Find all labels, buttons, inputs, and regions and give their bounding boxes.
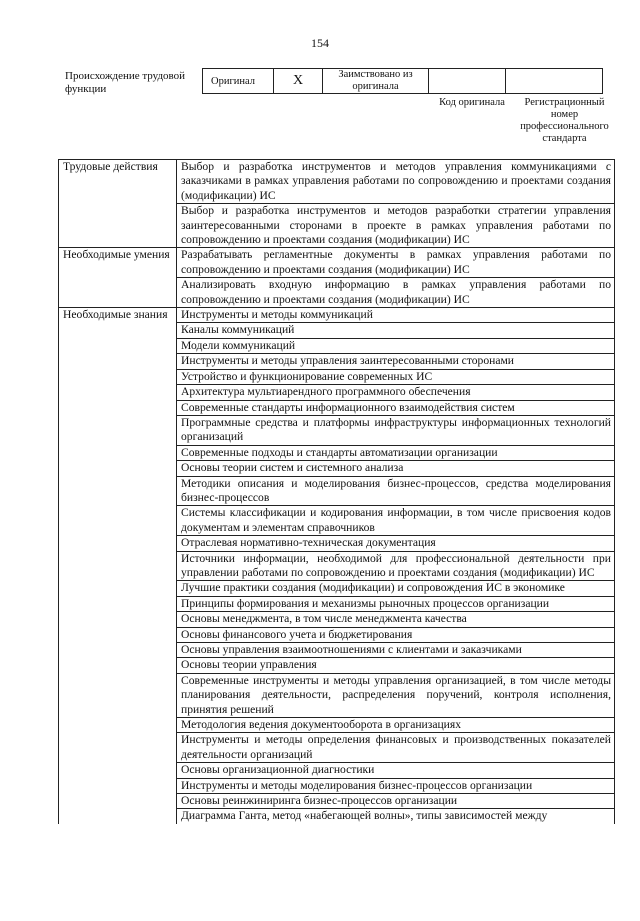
section-item: Каналы коммуникаций: [177, 323, 615, 338]
origin-original-cell: Оригинал: [203, 69, 274, 94]
origin-borrowed-cell: Заимствовано из оригинала: [323, 69, 429, 94]
section-label-knowledge: Необходимые знания: [59, 308, 177, 824]
section-item: Разрабатывать регламентные документы в рамках управления работами по сопровождению и проектами создания (модификации) ИС: [177, 248, 615, 278]
section-item: Основы финансового учета и бюджетирования: [177, 627, 615, 642]
section-item: Основы управления взаимоотношениями с клиентами и заказчиками: [177, 643, 615, 658]
table-row: [59, 308, 615, 323]
origin-code-cell: [429, 69, 506, 94]
section-item: Основы организационной диагностики: [177, 763, 615, 778]
section-item: Диаграмма Ганта, метод «набегающей волны», типы зависимостей между: [177, 809, 615, 824]
origin-table: [202, 68, 603, 94]
origin-label: Происхождение трудовой функции: [65, 70, 186, 95]
section-item: Методология ведения документооборота в организациях: [177, 718, 615, 733]
section-item: Инструменты и методы коммуникаций: [177, 308, 615, 323]
section-item: Устройство и функционирование современных ИС: [177, 369, 615, 384]
section-item: Основы теории управления: [177, 658, 615, 673]
section-item: Принципы формирования и механизмы рыночных процессов организации: [177, 596, 615, 611]
section-label-actions: Трудовые действия: [59, 160, 177, 248]
labor-function-table: [58, 159, 615, 824]
section-item: Методики описания и моделирования бизнес-процессов, средства моделирования бизнес-процессов: [177, 476, 615, 506]
section-item: Инструменты и методы моделирования бизнес-процессов организации: [177, 778, 615, 793]
section-item: Лучшие практики создания (модификации) и сопровождения ИС в экономике: [177, 581, 615, 596]
origin-reg-cell: [506, 69, 603, 94]
section-item: Модели коммуникаций: [177, 338, 615, 353]
section-item: Основы реинжиниринга бизнес-процессов организации: [177, 794, 615, 809]
section-item: Анализировать входную информацию в рамках управления работами по сопровождению и проектами создания (модификации) ИС: [177, 278, 615, 308]
section-item: Программные средства и платформы инфраструктуры информационных технологий организаций: [177, 415, 615, 445]
table-row: [59, 160, 615, 204]
section-item: Выбор и разработка инструментов и методов управления коммуникациями с заказчиками в рамках управления работами по сопровождению и проектами создания (модификации) ИС: [177, 160, 615, 204]
section-item: Отраслевая нормативно-техническая документация: [177, 536, 615, 551]
section-item: Выбор и разработка инструментов и методов разработки стратегии управления заинтересованными сторонами в проекте в рамках управления работами по сопровождению и проектами создания (модификации) ИС: [177, 204, 615, 248]
section-item: Инструменты и методы определения финансовых и производственных показателей деятельности организаций: [177, 733, 615, 763]
table-row: [59, 248, 615, 278]
code-original-label: Код оригинала: [439, 97, 505, 108]
section-item: Источники информации, необходимой для профессиональной деятельности при управлении работами по сопровождению и проектами создания (модификации) ИС: [177, 551, 615, 581]
section-item: Инструменты и методы управления заинтересованными сторонами: [177, 354, 615, 369]
section-item: Основы менеджмента, в том числе менеджмента качества: [177, 612, 615, 627]
page-number: 154: [311, 36, 329, 50]
section-label-skills: Необходимые умения: [59, 248, 177, 308]
origin-mark-cell: X: [274, 69, 323, 94]
registration-number-label: Регистрационный номер профессионального стандарта: [520, 97, 609, 144]
section-item: Современные подходы и стандарты автоматизации организации: [177, 445, 615, 460]
section-item: Современные инструменты и методы управления организацией, в том числе методы планирования деятельности, распределения поручений, контроля исполнения, принятия решений: [177, 673, 615, 717]
section-item: Архитектура мультиарендного программного обеспечения: [177, 385, 615, 400]
section-item: Системы классификации и кодирования информации, в том числе присвоения кодов документам и элементам справочников: [177, 506, 615, 536]
section-item: Основы теории систем и системного анализа: [177, 461, 615, 476]
section-item: Современные стандарты информационного взаимодействия систем: [177, 400, 615, 415]
